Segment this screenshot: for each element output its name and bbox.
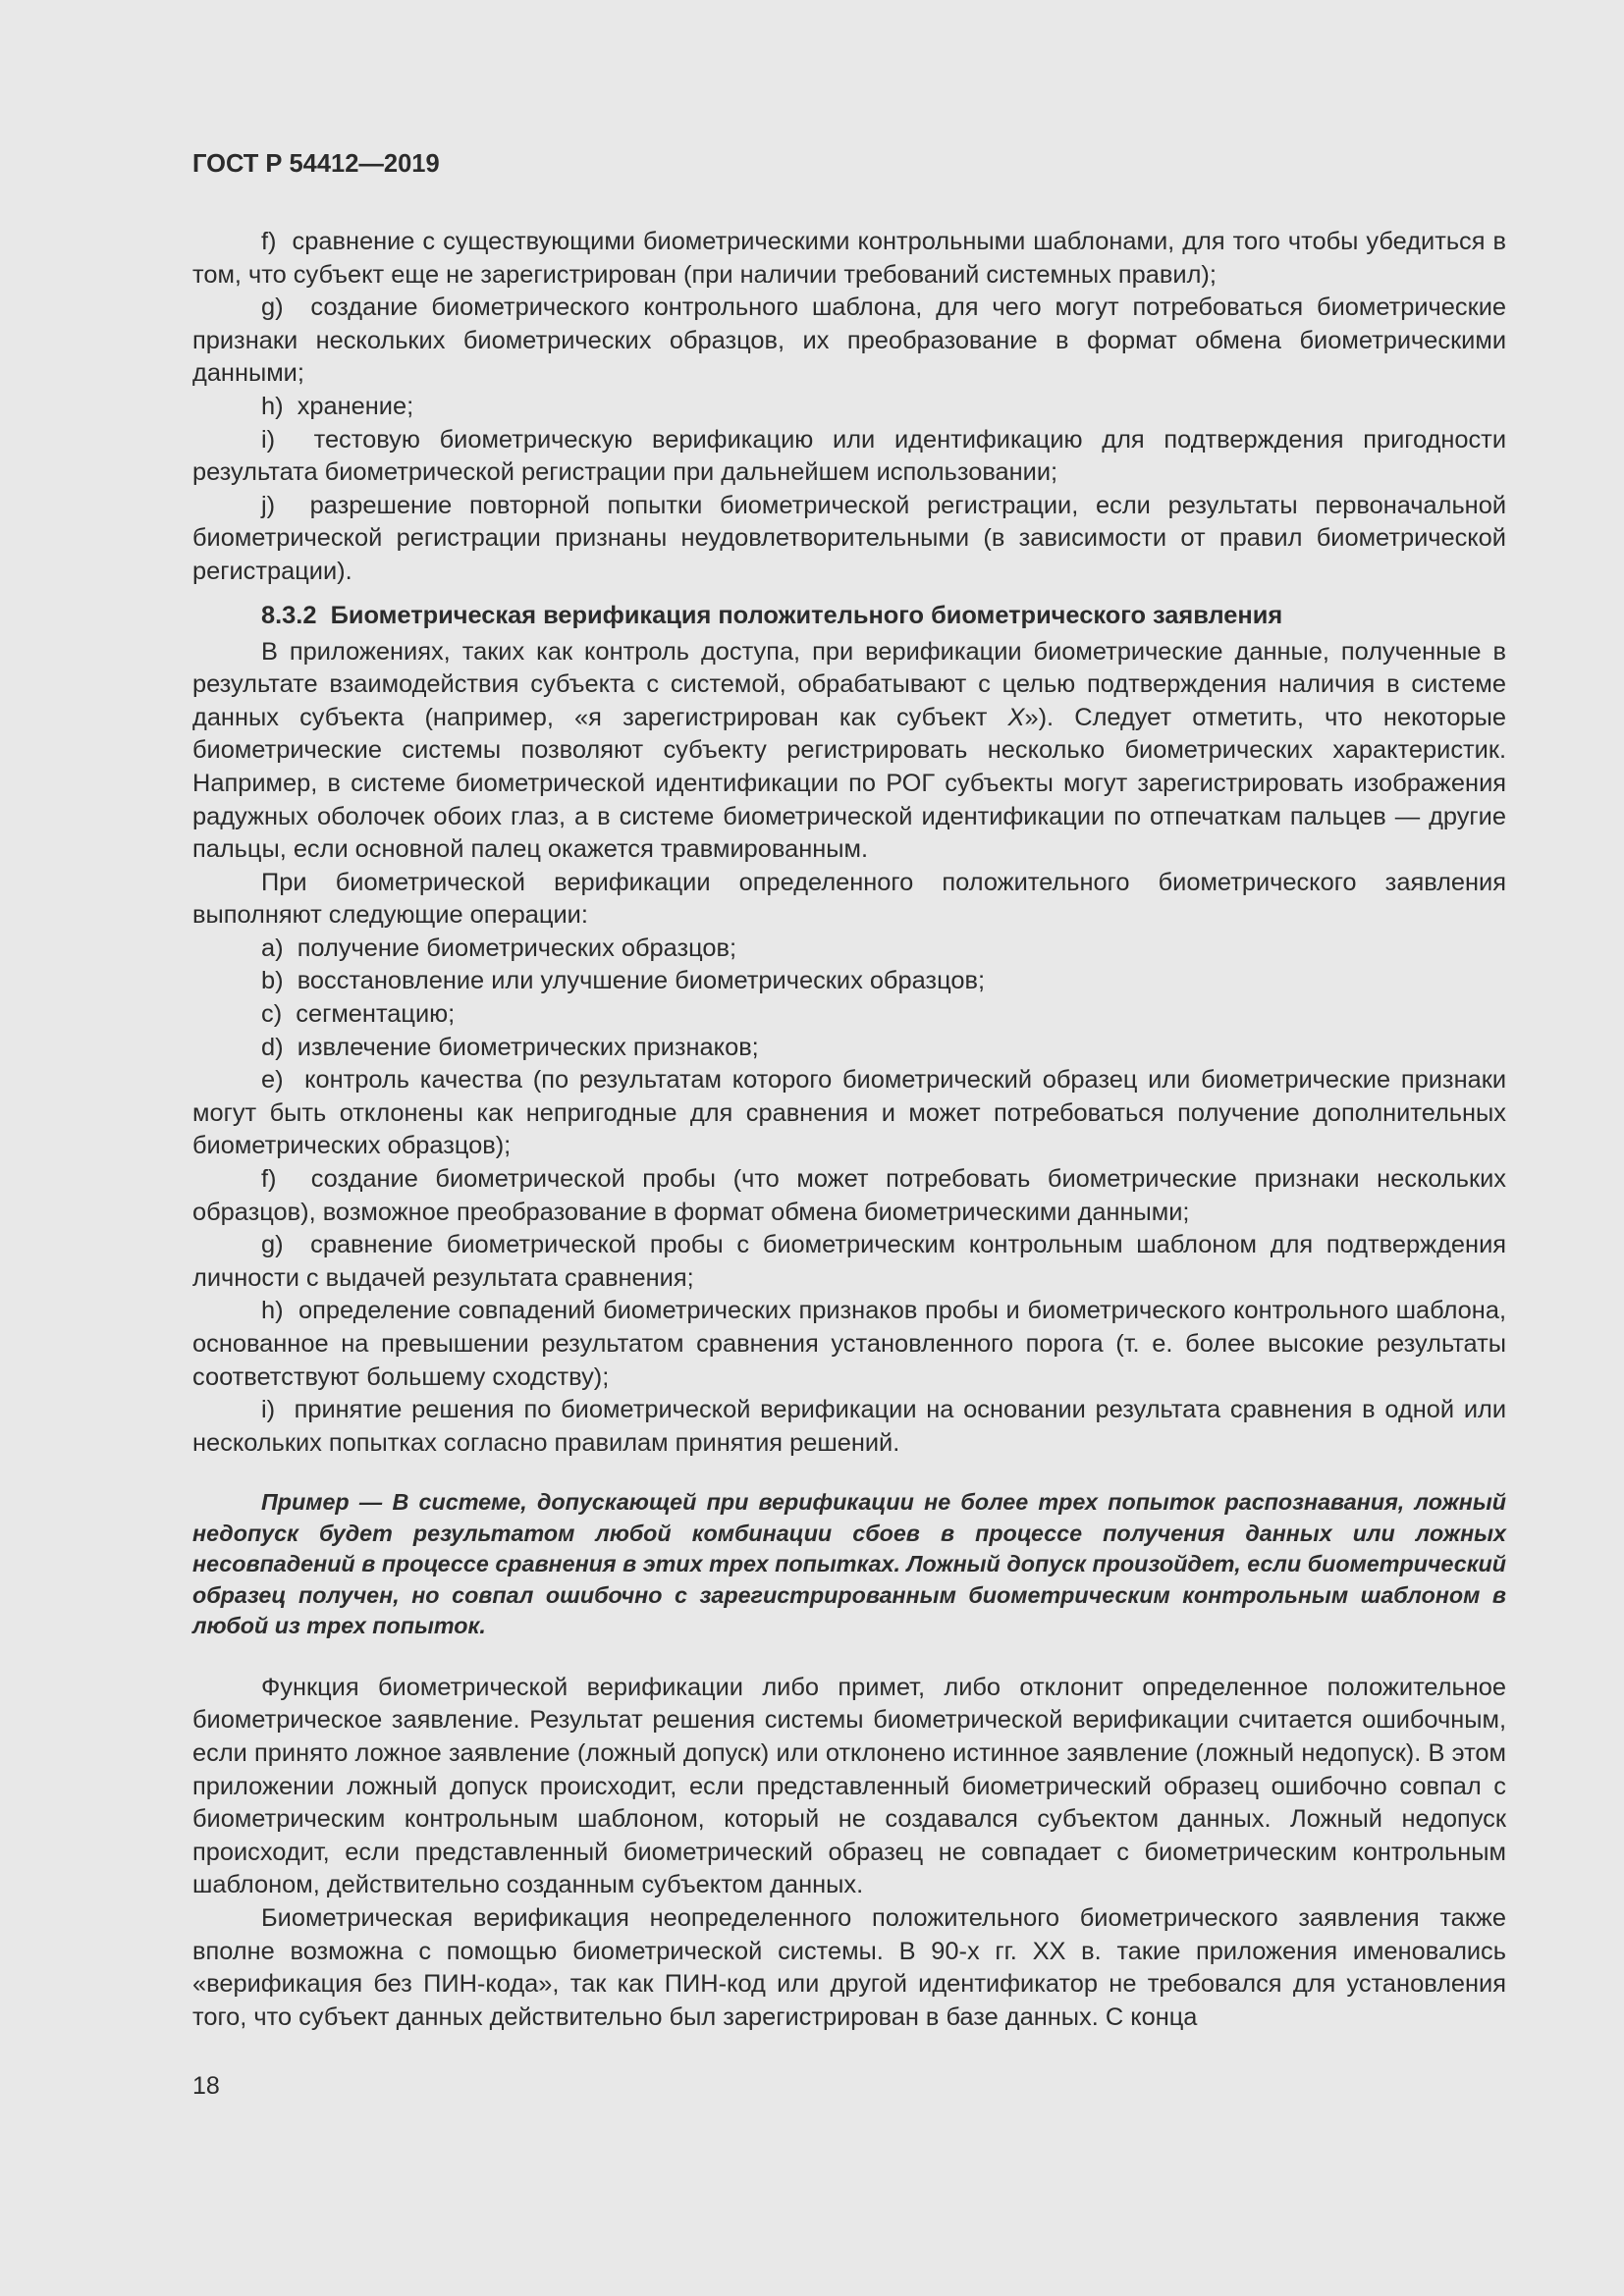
list-item: f) создание биометрической пробы (что может потребовать биометрические признаки нескольких образцов), возможное преобразование в формат обмена биометрическими данными;: [192, 1165, 1506, 1226]
page-number: 18: [192, 2072, 220, 2100]
example-note: Пример — В системе, допускающей при верификации не более трех попыток распознавания, ложный недопуск будет результатом любой комбинации сбоев в процессе получения данных или ложных несовпадений в процессе сравнения в этих трех попытках. Ложный допуск произойдет, если биометрический образец получен, но совпал ошибочно с зарегистрированным биометрическим контрольным шаблоном в любой из трех попыток.: [192, 1489, 1506, 1639]
list-item: c) сегментацию;: [261, 1000, 456, 1029]
list-item: h) определение совпадений биометрических признаков пробы и биометрического контрольного шаблона, основанное на превышении результатом сравнения установленного порога (т. е. более высокие результаты соответствуют большему сходству);: [192, 1297, 1506, 1391]
list-item: g) создание биометрического контрольного шаблона, для чего могут потребоваться биометрические признаки нескольких биометрических образцов, их преобразование в формат обмена биометрическими данными;: [192, 294, 1507, 388]
document-page: [192, 147, 1506, 2034]
list-item: a) получение биометрических образцов;: [261, 934, 737, 962]
paragraph: В приложениях, таких как контроль доступа, при верификации биометрические данные, полученные в результате взаимодействия субъекта с системой, обрабатывают с целью подтверждения наличия в системе данных субъекта (например, «я зарегистрирован как субъект X»). Следует отметить, что некоторые биометрические системы позволяют субъекту регистрировать несколько биометрических характеристик. Например, в системе биометрической идентификации по РОГ субъекты могут зарегистрировать изображения радужных оболочек обоих глаз, а в системе биометрической идентификации по отпечаткам пальцев — другие пальцы, если основной палец окажется травмированным.: [192, 637, 1506, 864]
list-item: d) извлечение биометрических признаков;: [261, 1033, 759, 1061]
paragraph: Биометрическая верификация неопределенного положительного биометрического заявления также вполне возможна с помощью биометрической системы. В 90-х гг. XX в. такие приложения именовались «верификация без ПИН-кода», так как ПИН-код или другой идентификатор не требовался для установления того, что субъект данных действительно был зарегистрирован в базе данных. С конца: [192, 1904, 1506, 2031]
list-item: j) разрешение повторной попытки биометрической регистрации, если результаты первоначальной биометрической регистрации признаны неудовлетворительными (в зависимости от правил биометрической регистрации).: [192, 491, 1507, 585]
list-item: h) хранение;: [261, 392, 414, 420]
paragraph: Функция биометрической верификации либо примет, либо отклонит определенное положительное биометрическое заявление. Результат решения системы биометрической верификации считается ошибочным, если принято ложное заявление (ложный допуск) или отклонено истинное заявление (ложный недопуск). В этом приложении ложный допуск происходит, если представленный биометрический образец ошибочно совпал с биометрическим контрольным шаблоном, который не создавался субъектом данных. Ложный недопуск происходит, если представленный биометрический образец не совпадает с биометрическим контрольным шаблоном, действительно созданным субъектом данных.: [192, 1673, 1506, 1899]
paragraph: При биометрической верификации определенного положительного биометрического заявления выполняют следующие операции:: [192, 868, 1506, 930]
list-item: e) контроль качества (по результатам которого биометрический образец или биометрические признаки могут быть отклонены как непригодные для сравнения и может потребоваться получение дополнительных биометрических образцов);: [192, 1066, 1506, 1160]
document-header: ГОСТ Р 54412—2019: [192, 150, 440, 178]
list-item: b) восстановление или улучшение биометрических образцов;: [261, 967, 985, 995]
list-item: g) сравнение биометрической пробы с биометрическим контрольным шаблоном для подтверждения личности с выдачей результата сравнения;: [192, 1231, 1506, 1292]
list-item: i) принятие решения по биометрической верификации на основании результата сравнения в одной или нескольких попытках согласно правилам принятия решений.: [192, 1396, 1507, 1457]
list-item: i) тестовую биометрическую верификацию или идентификацию для подтверждения пригодности результата биометрической регистрации при дальнейшем использовании;: [192, 425, 1506, 487]
list-item: f) сравнение с существующими биометрическими контрольными шаблонами, для того чтобы убедиться в том, что субъект еще не зарегистрирован (при наличии требований системных правил);: [192, 228, 1506, 289]
section-heading: 8.3.2 Биометрическая верификация положительного биометрического заявления: [261, 601, 1283, 629]
